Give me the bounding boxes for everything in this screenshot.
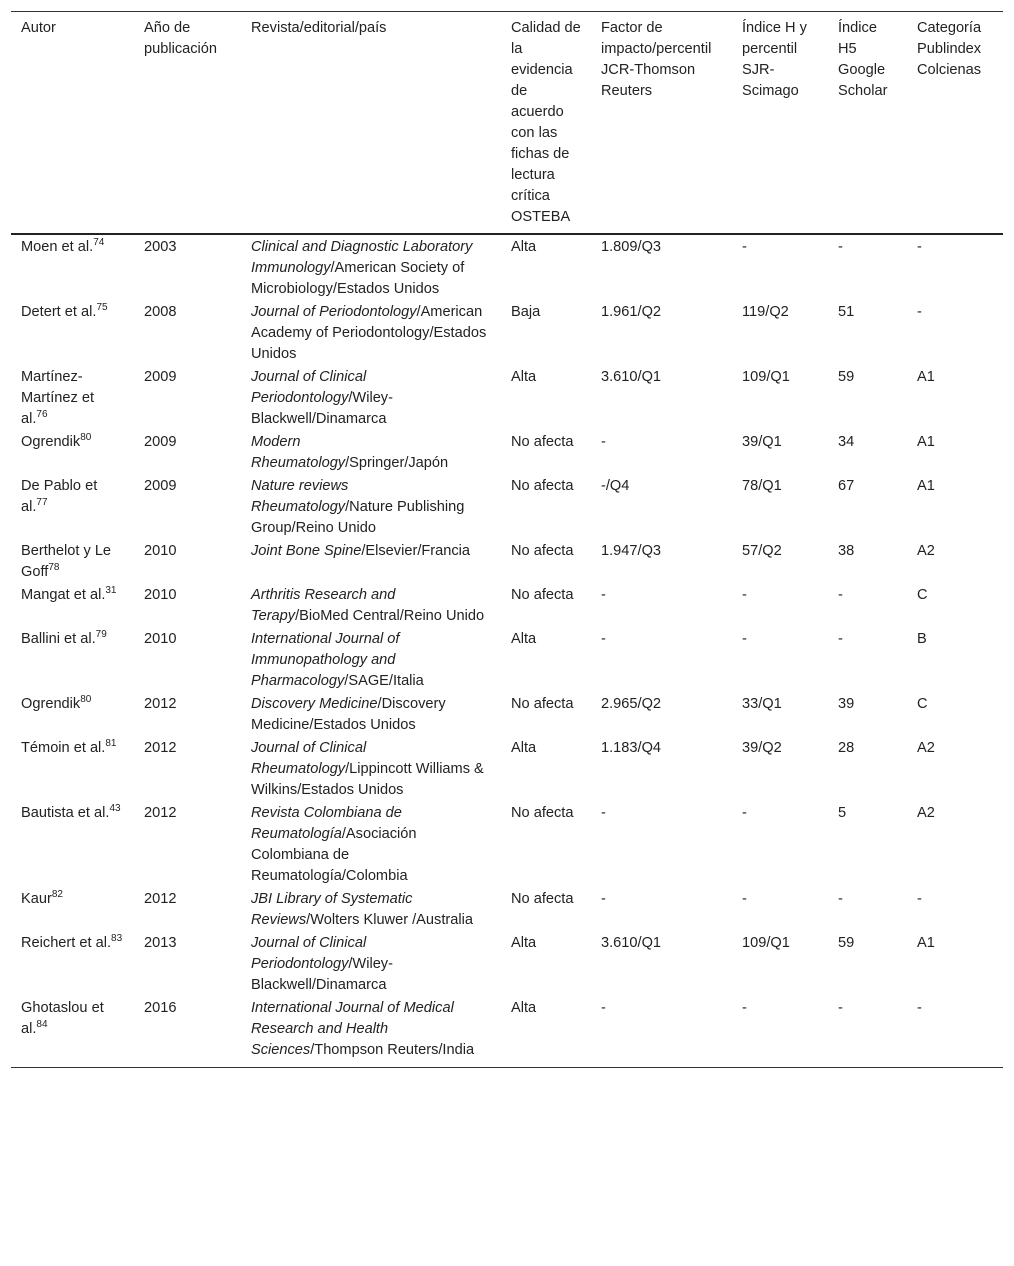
table-row xyxy=(11,366,1003,431)
cell-h5-index: 59 xyxy=(838,935,855,951)
table-row xyxy=(11,997,1003,1068)
cell-year: 2009 xyxy=(144,434,177,450)
cell-impact-factor: - xyxy=(601,434,606,450)
author-name: Ghotaslou et al. xyxy=(21,1000,104,1037)
journal-name: JBI Library of Systematic Reviews xyxy=(251,891,413,928)
cell-publindex: A1 xyxy=(917,369,935,385)
journal-name: Joint Bone Spine xyxy=(251,543,362,559)
journal-name: International Journal of Immunopathology and Pharmacology xyxy=(251,631,400,689)
reference-number: 83 xyxy=(111,933,123,945)
cell-h5-index: 67 xyxy=(838,478,855,494)
reference-number: 76 xyxy=(36,409,48,421)
cell-h5-index: - xyxy=(838,587,843,603)
cell-year: 2010 xyxy=(144,631,177,647)
cell-year: 2010 xyxy=(144,587,177,603)
cell-impact-factor: 3.610/Q1 xyxy=(601,935,662,951)
publisher-country: /American Society of Microbiology/Estados Unidos xyxy=(251,260,465,297)
table-row xyxy=(11,584,1003,628)
cell-journal xyxy=(241,431,501,475)
journal-name: Journal of Clinical Rheumatology xyxy=(251,740,367,777)
cell-h5-index: - xyxy=(838,239,843,255)
cell-h5-index: 59 xyxy=(838,369,855,385)
header-year: Año de publicación xyxy=(144,20,218,57)
publisher-country: /Lippincott Williams & Wilkins/Estados Unidos xyxy=(251,761,484,798)
publisher-country: /Thompson Reuters/India xyxy=(310,1042,475,1058)
author-name: Detert et al. xyxy=(21,304,97,320)
cell-impact-factor: 3.610/Q1 xyxy=(601,369,662,385)
cell-author xyxy=(11,997,134,1068)
table-row xyxy=(11,888,1003,932)
reference-number: 82 xyxy=(51,889,63,901)
cell-quality: Alta xyxy=(511,239,537,255)
author-name: Martínez-Martínez et al. xyxy=(21,369,94,427)
author-name: Bautista et al. xyxy=(21,805,110,821)
cell-h-index: - xyxy=(742,631,747,647)
cell-impact-factor: - xyxy=(601,891,606,907)
cell-year: 2009 xyxy=(144,369,177,385)
table-body xyxy=(11,234,1003,1068)
cell-year: 2012 xyxy=(144,740,177,756)
cell-publindex: A2 xyxy=(917,740,935,756)
publisher-country: /Wiley-Blackwell/Dinamarca xyxy=(251,956,393,993)
cell-h-index: 39/Q2 xyxy=(742,740,782,756)
cell-h-index: 119/Q2 xyxy=(742,304,789,320)
cell-author xyxy=(11,366,134,431)
cell-author xyxy=(11,475,134,540)
cell-author xyxy=(11,540,134,584)
journal-name: Journal of Periodontology xyxy=(251,304,417,320)
cell-h5-index: 5 xyxy=(838,805,847,821)
reference-number: 31 xyxy=(105,585,117,597)
reference-number: 79 xyxy=(95,629,107,641)
cell-quality: Baja xyxy=(511,304,541,320)
reference-number: 77 xyxy=(36,497,48,509)
cell-publindex: C xyxy=(917,587,928,603)
cell-h5-index: 39 xyxy=(838,696,855,712)
cell-quality: Alta xyxy=(511,631,537,647)
cell-h5-index: - xyxy=(838,631,843,647)
reference-number: 74 xyxy=(93,237,105,249)
journal-name: Journal of Clinical Periodontology xyxy=(251,369,367,406)
cell-author xyxy=(11,932,134,997)
header-journal: Revista/editorial/país xyxy=(251,20,387,36)
author-name: Mangat et al. xyxy=(21,587,106,603)
cell-journal xyxy=(241,584,501,628)
cell-author xyxy=(11,301,134,366)
reference-number: 84 xyxy=(36,1019,48,1031)
cell-publindex: - xyxy=(917,891,922,907)
header-h-index: Índice H y percentil SJR-Scimago xyxy=(742,20,807,99)
cell-h-index: 33/Q1 xyxy=(742,696,782,712)
cell-h5-index: 28 xyxy=(838,740,855,756)
table-row xyxy=(11,431,1003,475)
publisher-country: /SAGE/Italia xyxy=(344,673,424,689)
cell-h5-index: - xyxy=(838,891,843,907)
cell-impact-factor: - xyxy=(601,805,606,821)
cell-h-index: - xyxy=(742,805,747,821)
cell-publindex: B xyxy=(917,631,927,647)
cell-quality: Alta xyxy=(511,740,537,756)
evidence-table-container xyxy=(11,11,1003,1068)
reference-number: 75 xyxy=(96,302,108,314)
cell-author xyxy=(11,802,134,888)
cell-journal xyxy=(241,475,501,540)
reference-number: 43 xyxy=(109,803,121,815)
author-name: Berthelot y Le Goff xyxy=(21,543,112,580)
cell-impact-factor: -/Q4 xyxy=(601,478,630,494)
cell-journal xyxy=(241,366,501,431)
table-row xyxy=(11,301,1003,366)
cell-journal xyxy=(241,301,501,366)
reference-number: 81 xyxy=(105,738,117,750)
journal-name: International Journal of Medical Research and Health Sciences xyxy=(251,1000,454,1058)
cell-journal xyxy=(241,737,501,802)
journal-name: Discovery Medicine xyxy=(251,696,378,712)
cell-impact-factor: 2.965/Q2 xyxy=(601,696,662,712)
cell-author xyxy=(11,234,134,301)
cell-quality: Alta xyxy=(511,369,537,385)
cell-journal xyxy=(241,234,501,301)
cell-impact-factor: 1.183/Q4 xyxy=(601,740,662,756)
header-author: Autor xyxy=(21,20,56,36)
reference-number: 78 xyxy=(48,562,60,574)
cell-publindex: A2 xyxy=(917,805,935,821)
cell-h5-index: 51 xyxy=(838,304,855,320)
cell-author xyxy=(11,888,134,932)
table-row xyxy=(11,234,1003,301)
cell-h-index: - xyxy=(742,891,747,907)
cell-publindex: A1 xyxy=(917,935,935,951)
table-row xyxy=(11,540,1003,584)
author-name: Ballini et al. xyxy=(21,631,96,647)
cell-h-index: - xyxy=(742,1000,747,1016)
author-name: Ogrendik xyxy=(21,696,81,712)
cell-year: 2008 xyxy=(144,304,177,320)
cell-publindex: - xyxy=(917,1000,922,1016)
cell-journal xyxy=(241,888,501,932)
publisher-country: /Wiley-Blackwell/Dinamarca xyxy=(251,390,393,427)
journal-name: Modern Rheumatology xyxy=(251,434,346,471)
cell-h-index: 78/Q1 xyxy=(742,478,782,494)
author-name: Reichert et al. xyxy=(21,935,112,951)
author-name: Ogrendik xyxy=(21,434,81,450)
cell-journal xyxy=(241,802,501,888)
cell-publindex: A1 xyxy=(917,434,935,450)
cell-quality: No afecta xyxy=(511,805,574,821)
journal-name: Arthritis Research and Terapy xyxy=(251,587,396,624)
publisher-country: /Nature Publishing Group/Reino Unido xyxy=(251,499,465,536)
publisher-country: /American Academy of Periodontology/Estados Unidos xyxy=(251,304,487,362)
cell-year: 2012 xyxy=(144,696,177,712)
cell-quality: Alta xyxy=(511,1000,537,1016)
header-publindex: Categoría Publindex Colcienas xyxy=(917,20,982,78)
cell-h5-index: - xyxy=(838,1000,843,1016)
cell-impact-factor: 1.961/Q2 xyxy=(601,304,662,320)
author-name: Kaur xyxy=(21,891,52,907)
reference-number: 80 xyxy=(80,694,92,706)
cell-year: 2013 xyxy=(144,935,177,951)
table-row xyxy=(11,693,1003,737)
cell-author xyxy=(11,628,134,693)
cell-h-index: 109/Q1 xyxy=(742,369,790,385)
cell-author xyxy=(11,737,134,802)
cell-year: 2009 xyxy=(144,478,177,494)
cell-h-index: - xyxy=(742,239,747,255)
header-h5-index: Índice H5 Google Scholar xyxy=(838,20,888,99)
cell-publindex: C xyxy=(917,696,928,712)
header-impact-factor: Factor de impacto/percentil JCR-Thomson Reuters xyxy=(601,20,712,99)
table-row xyxy=(11,737,1003,802)
journal-name: Revista Colombiana de Reumatología xyxy=(251,805,402,842)
cell-impact-factor: - xyxy=(601,1000,606,1016)
journal-name: Nature reviews Rheumatology xyxy=(251,478,349,515)
journal-name: Clinical and Diagnostic Laboratory Immunology xyxy=(251,239,473,276)
cell-impact-factor: - xyxy=(601,631,606,647)
cell-quality: No afecta xyxy=(511,543,574,559)
cell-publindex: - xyxy=(917,304,922,320)
cell-h-index: 109/Q1 xyxy=(742,935,790,951)
cell-impact-factor: 1.947/Q3 xyxy=(601,543,662,559)
publisher-country: /Discovery Medicine/Estados Unidos xyxy=(251,696,446,733)
cell-impact-factor: - xyxy=(601,587,606,603)
publisher-country: /BioMed Central/Reino Unido xyxy=(295,608,485,624)
author-name: Témoin et al. xyxy=(21,740,106,756)
publisher-country: /Elsevier/Francia xyxy=(361,543,471,559)
cell-year: 2016 xyxy=(144,1000,177,1016)
header-quality: Calidad de la evidencia de acuerdo con las fichas de lectura crítica OSTEBA xyxy=(511,20,581,225)
table-row xyxy=(11,628,1003,693)
author-name: Moen et al. xyxy=(21,239,94,255)
cell-quality: No afecta xyxy=(511,478,574,494)
cell-h-index: - xyxy=(742,587,747,603)
cell-publindex: A1 xyxy=(917,478,935,494)
cell-journal xyxy=(241,693,501,737)
cell-author xyxy=(11,584,134,628)
cell-author xyxy=(11,693,134,737)
cell-author xyxy=(11,431,134,475)
table-row xyxy=(11,802,1003,888)
table-row xyxy=(11,475,1003,540)
cell-year: 2012 xyxy=(144,805,177,821)
cell-year: 2012 xyxy=(144,891,177,907)
cell-journal xyxy=(241,540,501,584)
cell-publindex: A2 xyxy=(917,543,935,559)
publisher-country: /Springer/Japón xyxy=(345,455,449,471)
reference-number: 80 xyxy=(80,432,92,444)
cell-h5-index: 34 xyxy=(838,434,855,450)
author-name: De Pablo et al. xyxy=(21,478,98,515)
cell-quality: No afecta xyxy=(511,434,574,450)
cell-h-index: 57/Q2 xyxy=(742,543,782,559)
cell-h-index: 39/Q1 xyxy=(742,434,782,450)
evidence-table xyxy=(11,11,1003,1068)
cell-impact-factor: 1.809/Q3 xyxy=(601,239,662,255)
cell-journal xyxy=(241,628,501,693)
table-header xyxy=(11,12,1003,235)
cell-h5-index: 38 xyxy=(838,543,855,559)
table-row xyxy=(11,932,1003,997)
cell-journal xyxy=(241,997,501,1068)
cell-quality: No afecta xyxy=(511,696,574,712)
journal-name: Journal of Clinical Periodontology xyxy=(251,935,367,972)
cell-journal xyxy=(241,932,501,997)
publisher-country: /Wolters Kluwer /Australia xyxy=(306,912,473,928)
cell-publindex: - xyxy=(917,239,922,255)
cell-quality: No afecta xyxy=(511,891,574,907)
cell-year: 2010 xyxy=(144,543,177,559)
cell-quality: Alta xyxy=(511,935,537,951)
publisher-country: /Asociación Colombiana de Reumatología/Colombia xyxy=(251,826,417,884)
cell-quality: No afecta xyxy=(511,587,574,603)
cell-year: 2003 xyxy=(144,239,177,255)
